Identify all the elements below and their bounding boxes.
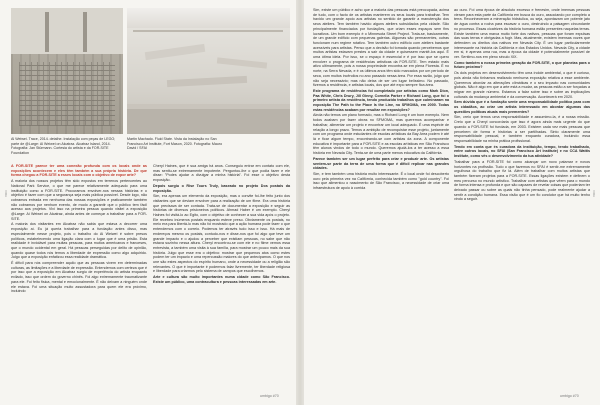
side-label-right: VIRA: [592, 190, 596, 198]
interview-question: Sem dúvida que é a fundação sente uma responsabilidade política para com os cidadãos, ao criar um artista interessado em abordar algumas das questões políticas atuais mais prementes?: [454, 100, 590, 114]
paragraph: Cheryl Haines, que é sua amiga há anos. Conseguiu entrar em contato com ele, mas sentiu-se extremamente impotente. Perguntou-lhe o que podia fazer e ele disse: "Podes ajudar a divulgar a minha história". Foi esse o objetivo desta exposição.: [153, 164, 290, 183]
paragraph: Sim, era apenas um elemento da exposição, mas o convite foi-lhe feito junto dos visitantes que se deviam envolver para a realização de um filme. Era uma história que precisava de ser contada. Trata-se de documentar a exposição e seguir as histórias de diversos prisioneiros políticos. Ahmad Haber é um exemplo. Cheryl Haines foi visitá-lo ao Egito, com o objetivo de conhecer a sua vida após o projeto. Ele recebeu inúmeros postais enquanto esteve preso. Obviamente os postais, no meio era para libertá-lo mas não foi mostrado que a ação humana pode fazer o que entendemos com o correio. Podemos ter através tudo isso e isso. Há mais de endereços mesmo os postais, contudo-nos e disse-nos que foi algo que teve um grande impacto e o ajudou a perceber que existiam pessoas, no sabe que não estava sozinho nessa altura. Cheryl encontrou-se com ele e no filme vemos essa entrevista, a também uma visita à sua família, para mostrar um pouco mais da sua história. Julgo que esse era o objetivo: mostrar que pequenos atos como estes podem ter um impacto e uma repercussão maiores do que antecipamos. O que nos une são estes aspectos do espírito humano, onde a necessidade ou a religião são relevantes. O que é importante é podermos falar livremente, ter liberdade religiosa e liberdade para criarmos pelo sistema de campos que escolhemos.: [153, 194, 290, 274]
page-folio-right: umbigo #70: [560, 394, 579, 398]
paragraph: Sim, existe um público e acho que a maioria das pessoas está preocupada, acima de tudo, com o facto de os artistas manterem os seus locais para trabalhar. Tem havido um grande apoio aos artistas no sentido de garantir a manutenção dos seus ateliers. Tem também havido alguns ateliers subsidiados pela cidade. São principalmente financiados por fundações, que criam esses espaços sem fins lucrativos. Um bom exemplo é o Minnesota Street Project. Trata-se, basicamente, de um grande edifício com pequenas galerias. Algumas são permanentes, outras funcionam num regime rotativo. Tem também outro edifício com ateliers bastante acessíveis para artistas. Penso que a decisão foi tomada quando percebemos que muitos artistas estavam prestes a sair da cidade e quisessem mantê-los aqui. É uma ótima ideia. Por isso, se o espaço é essencial e é por isso que se quero envolver o programa de residências artísticas da FOR-SITE. Tem estado mais ativo ultimamente, pois a nossa propriedade encontra-se em plena Floresta. É no norte, na Serra Nevada, e é os últimos anos têm sido marcados por um período de seca, com muitos incêndios no ano passado nessa área. Por essa razão, julgo que não seja necessário; mas não deixa de ser um lugar belíssimo. No passado, fizemos a residência, e artistas locais, dos que até expo sempre fica área.: [313, 8, 449, 88]
caption-photo-1: Al Weiwei. Trace, 2014. detalhe. Instalação com peças de LEGO; parte de @Large: Al Weiwei on Alcatraz. Alcatraz Island, 2014. Fotografia: Jan Stürmann. Cortesia do artista e da FOR-SITE Foundation: [11, 137, 116, 155]
side-label-left: VIRA: [4, 190, 8, 198]
paragraph: Sim, creio que temos uma responsabilidade e assumimo-la, é a nossa missão. Creio que a Cheryl concordaria que isso é agora ainda mais urgente do que quando a FOR-SITE foi fundada, em 2003. Existem cada vez mais pessoas que percebem de forma e histórias a ser partilhadas. Sinto claramente uma responsabilidade pessoal, e também enquanto curadora, incluindo essa responsabilidade na minha prática profissional.: [454, 115, 590, 143]
page-gutter: [296, 0, 304, 405]
paragraph: Trabalhar para a FOR-SITE foi como alcançar um novo patamar e novos horizontes na profissão. Tudo o que fazemos no SFAI é sentir-me extremamente orgulhosa do trabalho que fiz lá. Além de trabalhar com muitos artistas que também fizeram projetos para a FOR-SITE. Essas ligações existem e definem o meu percurso no mundo artístico. Trabalhar com artistas que vêem para o mundo de forma intensa e profunda e que são capazes de revelar coisas que poderiam ter deixado passar ou sobre as quais não tinha pensado, pode realmente ajudar a sentir a condição humana. Essa visão que é um fio condutor que há muito tenho vindo a seguir.: [454, 159, 590, 202]
right-column-1: [313, 8, 449, 192]
paragraph: Depois surgiu o Rise Tours Truly, baseado no projeto Dos postais da exposição.: [153, 183, 290, 193]
paragraph: Os dois projetos em desenvolvimento têm uma índole ambiental, o que é curioso, pois ainda não tínhamos realizado nenhuma exposição relativa a esse ambiente. Queremos abordar as alterações climáticas e o seu impacto nas comunidades globais. Não é algo em que a arte está a mudar, as pessoas estão a ser forçadas a migrar em grande número. Estamos a falar sobre isso e sobre as implicações culturais da mudança ambiental e da conservação. Acontecerá em 2020.: [454, 71, 590, 99]
page-folio-left: umbigo #70: [260, 394, 279, 398]
opening-question: A FOR-SITE parece ter uma conexão profunda com os locais onde as exposições acontecem e eles têm também a sua própria história. De que forma chegou a FOR-SITE a esses locais com o objetivo de expor arte?: [11, 164, 147, 178]
right-column-2: [454, 8, 590, 203]
interview-question: Tendo em conta que és curadora da instituição, tempo, tendo trabalhado, entre outros locais, no SFAI (San Francisco Art Institute) e no CCA Wattis Institute, como vês o desenvolvimento da tua atividade?: [454, 144, 590, 159]
left-column-1: [11, 164, 147, 295]
paragraph: A maioria dos visitantes em Alcatraz não sabia que estava a decorrer uma exposição aí. Eu já queria trabalhar para a fundação antes disso, mas especialmente nesse projeto, pois o trabalho do Ai Weiwei é sobre presos políticos, estabelecendo uma ligação clara com o lugar que é uma prisão. Esta realidade é inviolável para muitas pessoas, para muitos americanos e franceses, que o mundo ocidental em geral. Há pessoas perseguidas por delito de opinião, quando quase todos nós temos a liberdade de expressão como algo adquirido. Julgo que a exposição enfatizou essa realidade dramática.: [11, 222, 147, 260]
paragraph: Sim, e tem também uma história muito interessante. É o local onde foi descoberto ouro pela primeira vez na Califórnia, conhecida também como "gold country". Foi isso que alimentou o nascimento de São Francisco, a necessidade de criar uma infraestrutura de apoio à corrida: [313, 171, 449, 191]
interview-question: Como também a nossa primeira geração da FOR-SITE, o que planeias para o futuro próximo?: [454, 60, 590, 70]
left-page: [0, 0, 296, 405]
caption-photo-2: Martin Machado. Fluid State. Vista da Instalação no San Francisco Art Institute, Fort Mason, 2020. Fotografia: Mauro David / SFAI: [127, 137, 223, 151]
interview-question: Arte e cultura são muito importantes numa cidade como São Francisco. Existe um público, uma contracultura e pessoas interessadas em arte.: [153, 275, 290, 284]
left-column-2: [153, 164, 290, 286]
photo-trace-installation: [11, 8, 123, 134]
interview-question: Parece também ser um lugar perfeito para criar e produzir arte. Os artistas sentem-se parte da terra de uma forma que é difícil replicar nas grandes cidades.: [313, 156, 449, 171]
photo-fluid-state: [127, 8, 290, 134]
paragraph: Ainda não temos um plano formado, mas o Richard Long é um bom exemplo. Nem todos acabam por fazer obras no SFMOMA, mas queremos acompanhar e trabalhar, alimentar um projeto e encontrar um local adequado. É uma espécie de relação a longo prazo. Temos a ambição de reconquistar esse projeto, juntamente com um programa onde estudantes de escolas artísticas da Bay Area podem ir até lá e ficar algum tempo, encontrando-se com artistas da zona. A componente educativa é importante para a FOR-SITE e as escolas artísticas em São Francisco têm alunos vindos de todo o mundo. Queremos ajudá-los a ter acesso a essa história em Nevada City. Tenta-se de uma parte menos educativa da Califórnia.: [313, 113, 449, 156]
paragraph: ao ouro. Foi uma época de absoluto excesso e frenesim, onde imensas pessoas vieram para esta parte da Califórnia em busca do ouro, associando por completo a terra. Reconheceram a mineração hidráulica, ou seja, apontavam um potente jato de água contra a rocha para escavar o ouro, destruindo a paisagem circundante no processo. Essas cicatrizes da história humana estão presentes naquelas terras. Existe também uma marca muito forte dos nativos, pessoas que foram expulsas das suas terras e obrigadas a fugir. Mas, atualmente, existem imensas vozes que defendem os direitos dos nativos em Nevada City. É um lugar particularmente interessante na história da Califórnia e dos Estados Unidos. Nevada City, a cidade em si, é apenas uma rua, mas a época da cidade é potencialmente possível de ver. Sentimo-nos em pleno século XIX.: [454, 8, 590, 60]
right-page: [304, 0, 600, 405]
interview-question: Este programa de residências foi completado por artistas como Mark Dion, Paa White, Chris Drury, Jill Ginny, Cornelia Parker e Richard Long, que foi o primeiro artista da residência, tendo produzido trabalhos que culminaram na exposição The Path to the Place Is the Line, no SFMOMA, em 2000. Todas estas residências acabam por resultar em exposições?: [313, 88, 449, 112]
paragraph: É difícil para nós compreender aquilo que as pessoas vivem em determinadas culturas, as limitações e a liberdade de expressão. Entendemos com certeza que é por isso que a exposição em Alcatraz surgiu de experiência do artista enquanto exilado, isso que ordem do governo chinês. Foi algo extremamente traumatizante para ele. Foi feito fisica, mental e emocionalmente. É não deixam a ninguém onde ele estava. Foi uma situação muito assustadora para quem ele era próximo, incluindo: [11, 261, 147, 294]
paragraph: A maioria dos nossos projetos têm sido expostos em terrenos pertencentes ao National Park Service, o que me parece relativamente adequado para uma instituição como a FOR-SITE. Procuramos envolver-nos nessas histórias e o objetivo é fazer com que a segurança seja mais pública possível. Desde logo, não cobramos entrada em nenhuma das nossas exposições e praticamente também não cobramos por nenhum evento, de modo a garantir que o público tem fácil acesso aos projetos. Vivi isso na primeira pessoa quando visitei a exposição @Large: Ai Weiwei on Alcatraz, ainda antes de começar a trabalhar para a FOR-SITE.: [11, 179, 147, 221]
